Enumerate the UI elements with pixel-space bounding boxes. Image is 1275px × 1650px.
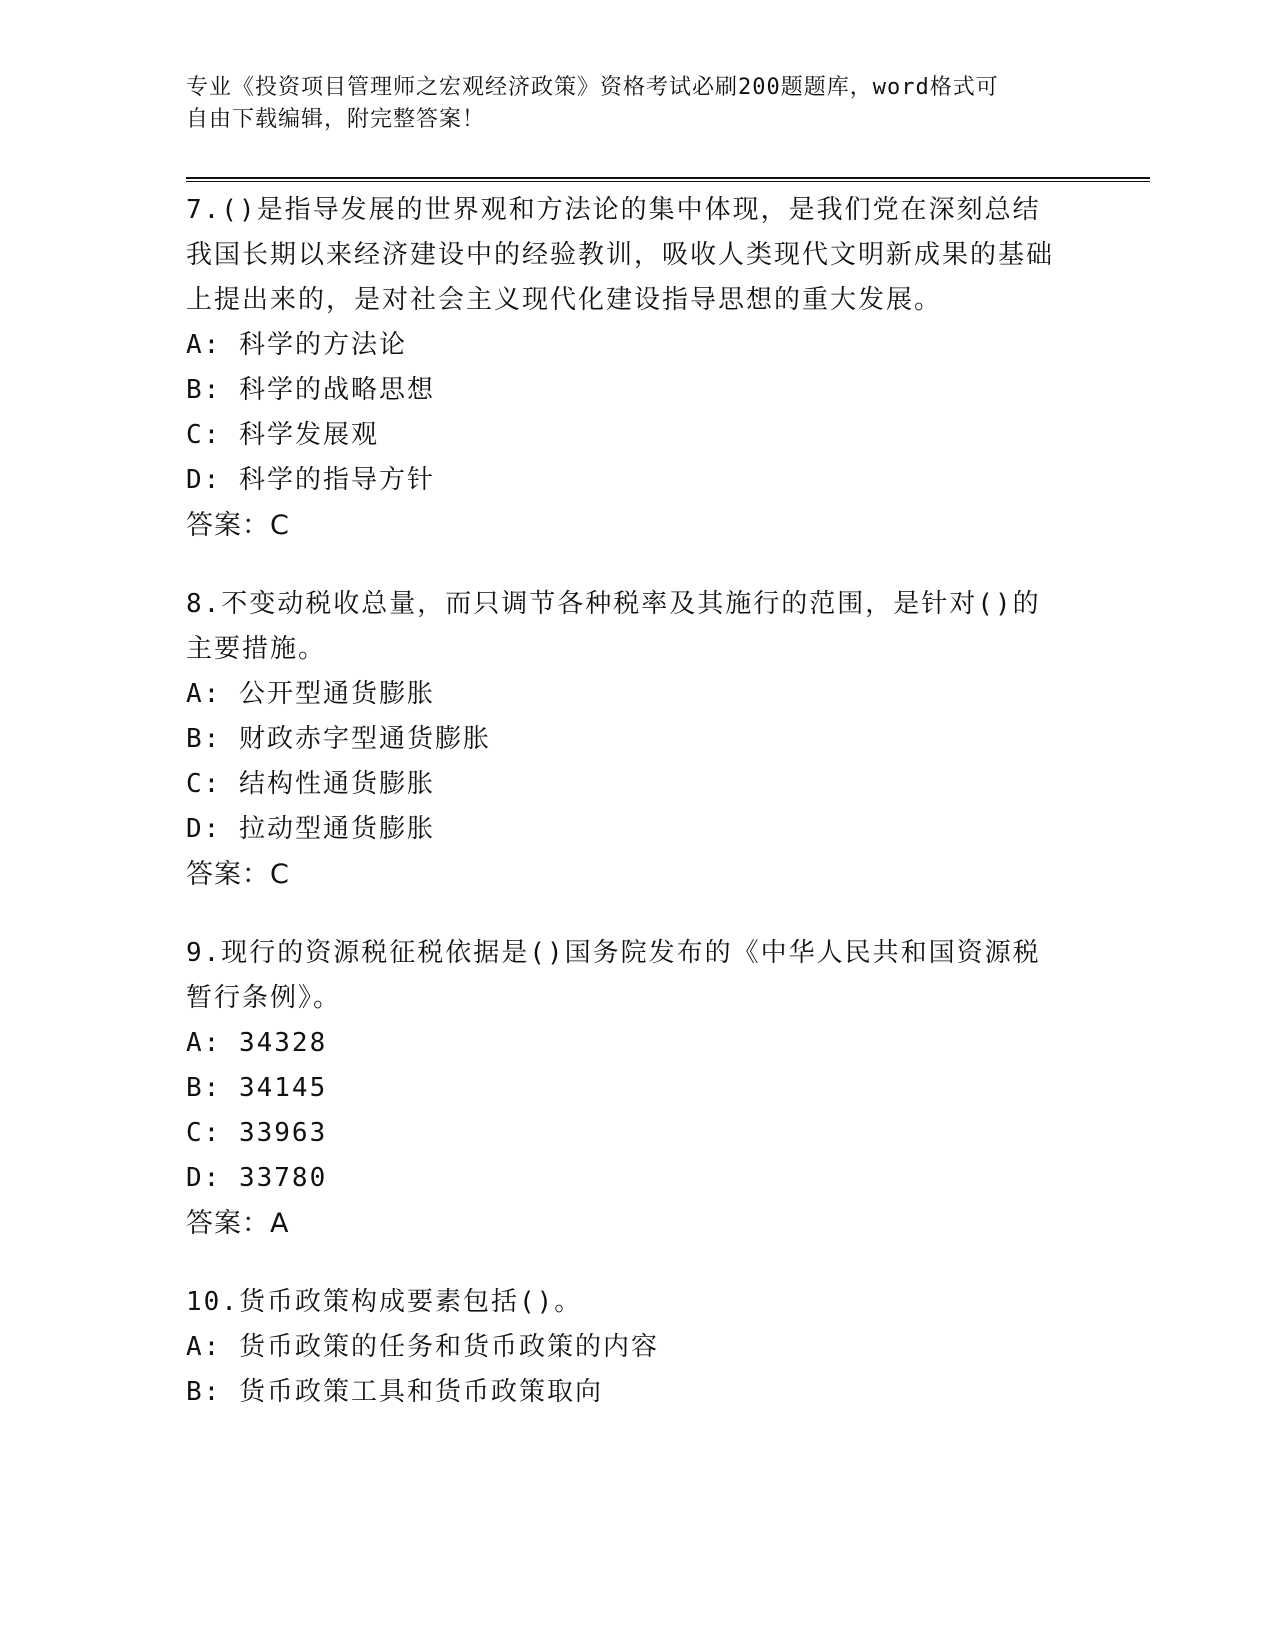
question-10 (186, 1280, 1066, 1415)
answer-line: 答案：A (186, 1208, 290, 1239)
header-line-1: 专业《投资项目管理师之宏观经济政策》资格考试必刷200题题库，word格式可 (186, 75, 999, 100)
question-text: 10.货币政策构成要素包括()。 (186, 1287, 583, 1317)
header-divider (186, 177, 1150, 182)
question-list (186, 188, 1066, 1449)
option-c: C: 结构性通货膨胀 (186, 769, 435, 799)
option-c: C: 33963 (186, 1118, 328, 1148)
answer-line: 答案：C (186, 859, 290, 890)
option-c: C: 科学发展观 (186, 420, 379, 450)
option-d: D: 科学的指导方针 (186, 465, 435, 495)
question-9 (186, 931, 1066, 1246)
question-text: 8.不变动税收总量，而只调节各种税率及其施行的范围，是针对()的主要措施。 (186, 589, 1041, 664)
question-8 (186, 582, 1066, 897)
answer-line: 答案：C (186, 510, 290, 541)
option-d: D: 33780 (186, 1163, 328, 1193)
option-b: B: 34145 (186, 1073, 328, 1103)
option-b: B: 货币政策工具和货币政策取向 (186, 1377, 603, 1407)
question-7 (186, 188, 1066, 548)
option-a: A: 货币政策的任务和货币政策的内容 (186, 1332, 659, 1362)
option-d: D: 拉动型通货膨胀 (186, 814, 435, 844)
option-a: A: 科学的方法论 (186, 330, 407, 360)
option-b: B: 科学的战略思想 (186, 375, 435, 405)
option-b: B: 财政赤字型通货膨胀 (186, 724, 491, 754)
header-line-2: 自由下载编辑，附完整答案！ (186, 107, 486, 132)
option-a: A: 公开型通货膨胀 (186, 679, 435, 709)
question-text: 9.现行的资源税征税依据是()国务院发布的《中华人民共和国资源税暂行条例》。 (186, 938, 1041, 1013)
option-a: A: 34328 (186, 1028, 328, 1058)
question-text: 7.()是指导发展的世界观和方法论的集中体现，是我们党在深刻总结我国长期以来经济建设中的经验教训，吸收人类现代文明新成果的基础上提出来的，是对社会主义现代化建设指导思想的重大发展。 (186, 195, 1055, 315)
document-header (186, 72, 1066, 136)
